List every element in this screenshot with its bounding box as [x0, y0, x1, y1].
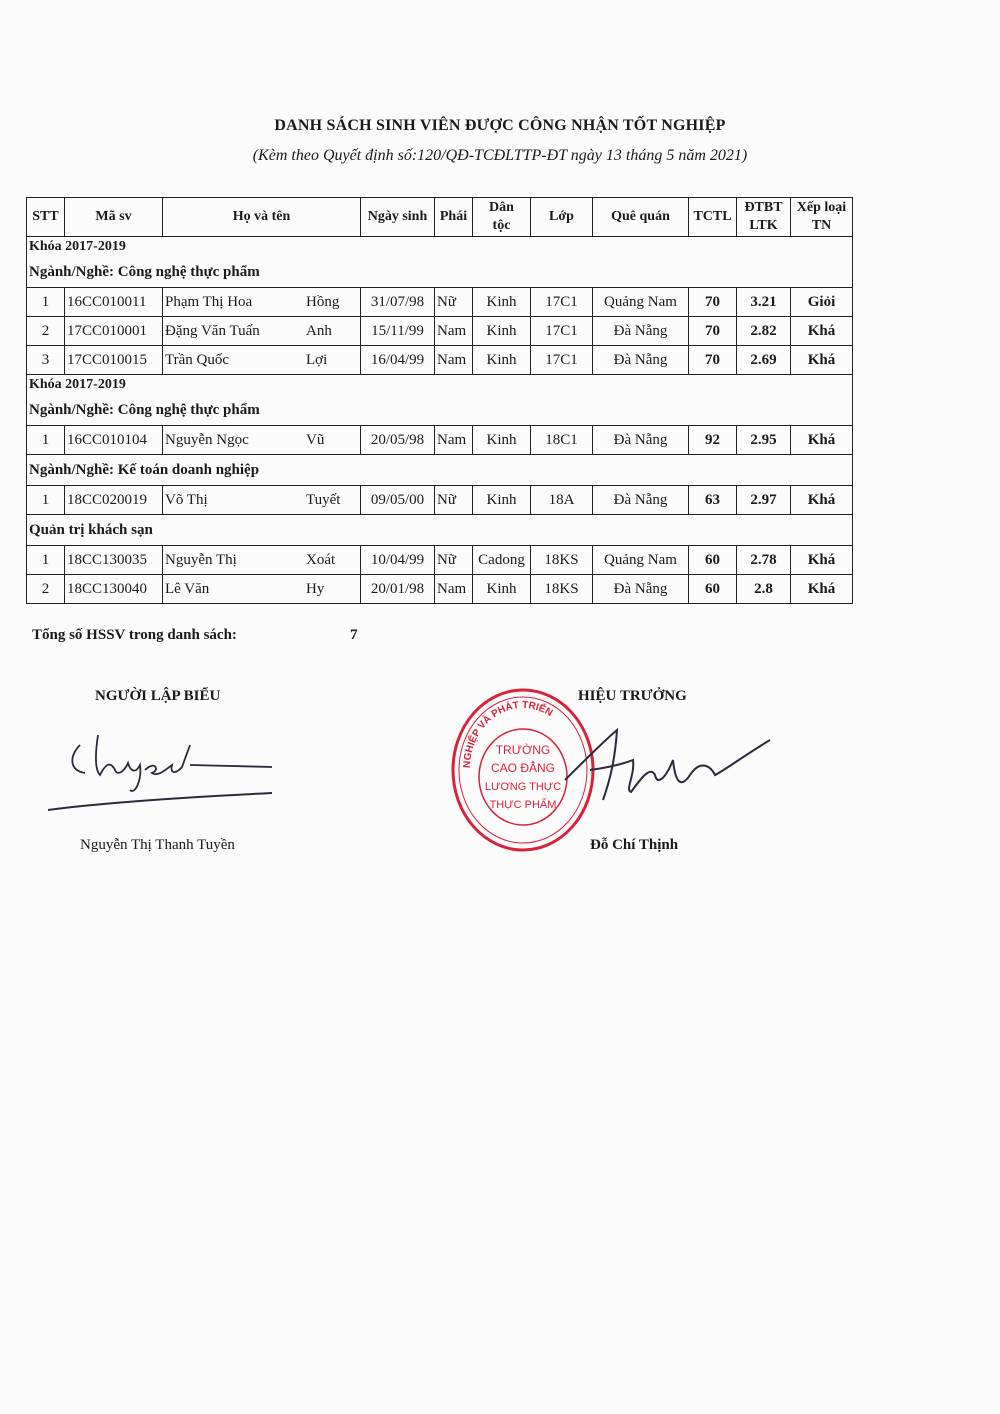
cell-tctl: 60 — [689, 546, 737, 575]
cell-phai: Nam — [435, 317, 473, 346]
table-row — [27, 317, 853, 346]
cell-stt: 1 — [27, 426, 65, 455]
cell-xep-loai: Khá — [791, 317, 853, 346]
cell-ho-ten — [163, 346, 361, 375]
section-group-label: Khóa 2017-2019 — [27, 375, 853, 396]
cell-xep-loai: Giỏi — [791, 288, 853, 317]
cell-ma-sv: 18CC130035 — [65, 546, 163, 575]
section-major-label: Ngành/Nghề: Công nghệ thực phẩm — [27, 257, 853, 288]
cell-lop: 18A — [531, 486, 593, 515]
cell-ngay-sinh: 31/07/98 — [361, 288, 435, 317]
table-header-row — [27, 198, 853, 237]
section-major-row — [27, 395, 853, 426]
col-lop: Lớp — [531, 198, 593, 237]
col-dtbt — [737, 198, 791, 237]
cell-ten: Lợi — [306, 352, 328, 368]
col-que-quan: Quê quán — [593, 198, 689, 237]
col-dtbt-line2: LTK — [749, 218, 778, 233]
col-ho-ten: Họ và tên — [163, 198, 361, 237]
cell-stt: 3 — [27, 346, 65, 375]
principal-title: HIỆU TRƯỞNG — [578, 688, 687, 704]
cell-lop: 17C1 — [531, 346, 593, 375]
section-major-row — [27, 515, 853, 546]
cell-stt: 1 — [27, 486, 65, 515]
section-group-label: Khóa 2017-2019 — [27, 237, 853, 258]
cell-dan-toc: Kinh — [473, 317, 531, 346]
col-ngay-sinh: Ngày sinh — [361, 198, 435, 237]
col-phai: Phái — [435, 198, 473, 237]
cell-ten: Hồng — [306, 294, 340, 310]
cell-dtbt: 2.95 — [737, 426, 791, 455]
cell-ho-ten — [163, 575, 361, 604]
cell-ho-dem: Nguyễn Ngọc — [165, 432, 249, 448]
section-major-row — [27, 257, 853, 288]
section-major-row — [27, 455, 853, 486]
cell-stt: 1 — [27, 288, 65, 317]
cell-phai: Nam — [435, 426, 473, 455]
document-title: DANH SÁCH SINH VIÊN ĐƯỢC CÔNG NHẬN TỐT NGHIỆP — [274, 117, 726, 134]
cell-ma-sv: 16CC010011 — [65, 288, 163, 317]
cell-xep-loai: Khá — [791, 346, 853, 375]
cell-ho-dem: Võ Thị — [165, 492, 208, 508]
cell-ten: Anh — [306, 323, 332, 339]
section-major-label: Ngành/Nghề: Công nghệ thực phẩm — [27, 395, 853, 426]
cell-xep-loai: Khá — [791, 426, 853, 455]
cell-xep-loai: Khá — [791, 575, 853, 604]
cell-dtbt: 3.21 — [737, 288, 791, 317]
cell-ten: Xoát — [306, 552, 336, 568]
cell-que-quan: Đà Nẵng — [593, 317, 689, 346]
seal-line-1: TRƯỜNG — [495, 743, 551, 757]
cell-ngay-sinh: 09/05/00 — [361, 486, 435, 515]
cell-dtbt: 2.78 — [737, 546, 791, 575]
cell-dan-toc: Kinh — [473, 486, 531, 515]
cell-xep-loai: Khá — [791, 546, 853, 575]
cell-dan-toc: Kinh — [473, 575, 531, 604]
cell-que-quan: Đà Nẵng — [593, 426, 689, 455]
cell-ho-ten — [163, 426, 361, 455]
section-group-row — [27, 237, 853, 258]
cell-phai: Nữ — [435, 486, 473, 515]
col-dan-toc-line2: tộc — [492, 218, 511, 233]
principal-name: Đỗ Chí Thịnh — [590, 837, 679, 853]
section-major-label: Quản trị khách sạn — [27, 515, 853, 546]
total-value: 7 — [350, 627, 358, 643]
graduates-table — [26, 197, 853, 604]
col-stt: STT — [27, 198, 65, 237]
cell-ho-dem: Nguyễn Thị — [165, 552, 237, 568]
cell-que-quan: Đà Nẵng — [593, 486, 689, 515]
cell-tctl: 92 — [689, 426, 737, 455]
cell-dtbt: 2.82 — [737, 317, 791, 346]
table-row — [27, 288, 853, 317]
cell-ma-sv: 18CC020019 — [65, 486, 163, 515]
cell-ten: Hy — [306, 581, 325, 597]
cell-ma-sv: 16CC010104 — [65, 426, 163, 455]
total-label: Tổng số HSSV trong danh sách: — [32, 627, 237, 643]
col-dtbt-line1: ĐTBT — [744, 200, 783, 215]
seal-line-2: CAO ĐẲNG — [490, 761, 556, 775]
cell-que-quan: Quảng Nam — [593, 288, 689, 317]
col-ma-sv: Mã sv — [65, 198, 163, 237]
seal-ring-text: NGHIỆP VÀ PHÁT TRIỂN — [461, 699, 555, 769]
cell-ngay-sinh: 20/01/98 — [361, 575, 435, 604]
cell-que-quan: Đà Nẵng — [593, 346, 689, 375]
cell-tctl: 70 — [689, 346, 737, 375]
cell-dtbt: 2.8 — [737, 575, 791, 604]
cell-stt: 1 — [27, 546, 65, 575]
col-xep-loai — [791, 198, 853, 237]
cell-dtbt: 2.69 — [737, 346, 791, 375]
table-row — [27, 346, 853, 375]
cell-ngay-sinh: 16/04/99 — [361, 346, 435, 375]
col-tctl: TCTL — [689, 198, 737, 237]
cell-lop: 18KS — [531, 546, 593, 575]
cell-lop: 18KS — [531, 575, 593, 604]
cell-ho-ten — [163, 546, 361, 575]
cell-dan-toc: Cadong — [473, 546, 531, 575]
col-dan-toc-line1: Dân — [489, 200, 514, 215]
cell-lop: 18C1 — [531, 426, 593, 455]
cell-ten: Tuyết — [306, 492, 341, 508]
cell-ho-dem: Phạm Thị Hoa — [165, 294, 253, 310]
preparer-signature — [40, 725, 280, 820]
cell-tctl: 70 — [689, 288, 737, 317]
cell-dan-toc: Kinh — [473, 426, 531, 455]
cell-tctl: 60 — [689, 575, 737, 604]
cell-ho-dem: Trần Quốc — [165, 352, 230, 368]
col-xep-loai-line2: TN — [811, 218, 832, 233]
cell-lop: 17C1 — [531, 317, 593, 346]
cell-ho-ten — [163, 317, 361, 346]
cell-lop: 17C1 — [531, 288, 593, 317]
table-row — [27, 486, 853, 515]
document-subtitle: (Kèm theo Quyết định số:120/QĐ-TCĐLTTP-ĐT ngày 13 tháng 5 năm 2021) — [252, 147, 748, 164]
section-group-row — [27, 375, 853, 396]
cell-ho-ten — [163, 288, 361, 317]
col-dan-toc — [473, 198, 531, 237]
cell-ma-sv: 17CC010015 — [65, 346, 163, 375]
cell-ho-dem: Đặng Văn Tuấn — [165, 323, 260, 339]
col-xep-loai-line1: Xếp loại — [796, 200, 847, 215]
table-row — [27, 575, 853, 604]
cell-ma-sv: 17CC010001 — [65, 317, 163, 346]
cell-dan-toc: Kinh — [473, 288, 531, 317]
principal-signature — [555, 720, 785, 815]
section-major-label: Ngành/Nghề: Kế toán doanh nghiệp — [27, 455, 853, 486]
cell-phai: Nữ — [435, 288, 473, 317]
cell-tctl: 63 — [689, 486, 737, 515]
cell-ho-dem: Lê Văn — [165, 581, 210, 597]
cell-que-quan: Đà Nẵng — [593, 575, 689, 604]
cell-stt: 2 — [27, 575, 65, 604]
cell-stt: 2 — [27, 317, 65, 346]
preparer-name: Nguyễn Thị Thanh Tuyền — [80, 837, 235, 853]
cell-tctl: 70 — [689, 317, 737, 346]
seal-line-3: LƯƠNG THỰC — [484, 781, 562, 793]
cell-ma-sv: 18CC130040 — [65, 575, 163, 604]
cell-dan-toc: Kinh — [473, 346, 531, 375]
seal-line-4: THỰC PHẨM — [489, 799, 557, 811]
cell-que-quan: Quảng Nam — [593, 546, 689, 575]
cell-xep-loai: Khá — [791, 486, 853, 515]
cell-ngay-sinh: 15/11/99 — [361, 317, 435, 346]
cell-phai: Nam — [435, 575, 473, 604]
cell-phai: Nữ — [435, 546, 473, 575]
table-body — [27, 237, 853, 604]
preparer-title: NGƯỜI LẬP BIỂU — [95, 688, 221, 704]
cell-ho-ten — [163, 486, 361, 515]
cell-ngay-sinh: 20/05/98 — [361, 426, 435, 455]
cell-ten: Vũ — [306, 432, 325, 448]
cell-dtbt: 2.97 — [737, 486, 791, 515]
cell-ngay-sinh: 10/04/99 — [361, 546, 435, 575]
table-row — [27, 546, 853, 575]
cell-phai: Nam — [435, 346, 473, 375]
table-row — [27, 426, 853, 455]
